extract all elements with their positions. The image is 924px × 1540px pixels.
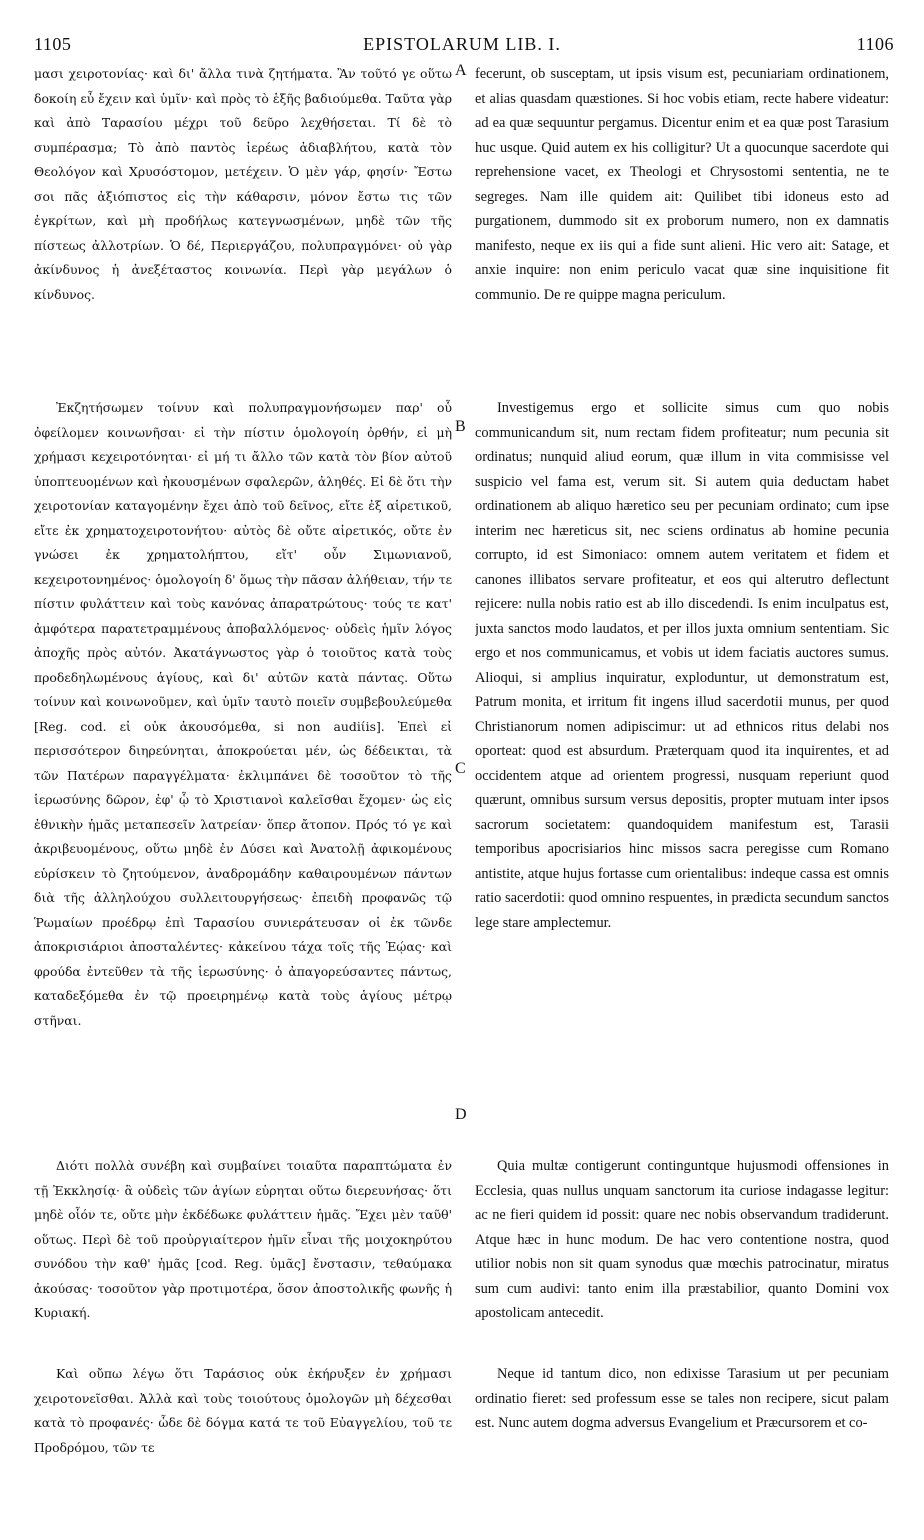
greek-column (34, 396, 452, 1142)
margin-marker-c: C (455, 760, 466, 777)
running-title: EPISTOLARUM LIB. I. (363, 34, 561, 54)
margin-marker-a: A (455, 62, 467, 79)
latin-paragraph: fecerunt, ob susceptam, ut ipsis visum est, pecuniariam ordinationem, et alias quasdam quæstiones. Si hoc vobis etiam, recte habere videatur: ad ea quæ sequuntur pergamus. Dicentur enim et ea quæ post Tarasium huc usque. Quid autem ex his colligitur? Ut a quocunque sacerdote qui reprehensione vacet, ex Theologi et Chrysostomi sententia, ne te segreges. Nam ille quidem ait: Quilibet tibi idoneus esto ad purgationem, dummodo sit ex proborum numero, non ex damnatis manifesto, neque ex iis qui a fide sunt alieni. Hic vero ait: Satage, et anxie inquire: non enim periculo vacat quæ sine inquisitione fit communio. De re quippe magna periculum. (475, 66, 889, 303)
greek-paragraph: Καὶ οὔπω λέγω ὅτι Ταράσιος οὐκ ἐκήρυξεν ἐν χρήμασι χειροτονεῖσθαι. Ἀλλὰ καὶ τοὺς τοιούτους ὁμολογῶν μὴ δέχεσθαι κατὰ τὸ προφανές· ὧδε δὲ δόγμα κατά τε τοῦ Εὐαγγελίου, τοῦ τε Προδρόμου, τῶν τε (34, 1366, 452, 1455)
margin-marker-d: D (455, 1106, 467, 1123)
latin-paragraph: Quia multæ contigerunt continguntque hujusmodi offensiones in Ecclesia, quas nullus unquam sanctorum ita curiose indagasse legitur: ac ne fieri quidem id possit: quare nec nobis observandum tradiderunt. Atque hæc in hunc modum. De hac vero contentione nostra, quod utilior nobis non sit quam synodus quæ mœchis patrocinatur, miratus sum cum audivi: tanto enim illa præstabilior, quanto Domini vox apostolicam antecedit. (475, 1158, 889, 1321)
margin-marker-b: B (455, 418, 466, 435)
left-page-number: 1105 (34, 34, 72, 54)
right-page-number: 1106 (856, 34, 894, 54)
greek-column (34, 1154, 452, 1346)
latin-column (475, 1154, 889, 1370)
latin-column (475, 62, 889, 394)
latin-paragraph: Neque id tantum dico, non edixisse Tarasium ut per pecuniam ordinatio fieret: sed professum esse se tales non recipere, sicut palam est. Nunc autem dogma adversus Evangelium et Præcursorem et co- (475, 1366, 889, 1431)
latin-column (475, 396, 889, 1130)
greek-column (34, 62, 452, 380)
greek-column (34, 1362, 452, 1458)
greek-paragraph: μασι χειροτονίας· καὶ δι' ἄλλα τινὰ ζητήματα. Ἂν τοῦτό γε οὕτω δοκοίη εὖ ἔχειν καὶ ὑμῖν· καὶ πρὸς τὸ ἑξῆς βαδιούμεθα. Ταῦτα γὰρ καὶ ἀπὸ Ταρασίου μέχρι τοῦ δεῦρο λεχθήσεται. Τί δὲ τὸ συμπέρασμα; Τὸ ἀπὸ παντὸς ἱερέως ἀδιαβλήτου, κατὰ τὸν Θεολόγον καὶ Χρυσόστομον, μετέχειν. Ὁ μὲν γάρ, φησίν· Ἔστω σοι πᾶς ἀξιόπιστος εἰς τὴν κάθαρσιν, μόνον ἔστω τις τῶν ἐγκρίτων, καὶ μὴ προδήλως κατεγνωσμένων, μηδὲ τῶν τῆς πίστεως ἀλλοτρίων. Ὁ δέ, Περιεργάζου, πολυπραγμόνει· οὐ γὰρ ἀκίνδυνος ἡ ἀνεξέταστος κοινωνία. Περὶ γὰρ μεγάλων ὁ κίνδυνος. (34, 66, 452, 302)
latin-column (475, 1362, 889, 1460)
greek-paragraph: Διότι πολλὰ συνέβη καὶ συμβαίνει τοιαῦτα παραπτώματα ἐν τῇ Ἐκκλησίᾳ· ἃ οὐδεὶς τῶν ἁγίων εὑρηται οὕτω διερευνήσας· ὅτι μηδὲ οἷόν τε, οὔτε μὴν ἐκδέδωκε φυλάττειν ἡμᾶς. Ἔχει μὲν ταῦθ' οὕτως. Περὶ δὲ τοῦ προὐργιαίτερον ἡμῖν εἶναι τῆς μοιχοκηρύτου συνόδου τὴν καθ' ἡμᾶς [cod. Reg. ὑμᾶς] ἔνστασιν, τεθαύμακα ἀκούσας· τοσοῦτον γὰρ προτιμοτέρα, ὅσον ἀποστολικῆς φωνῆς ἡ Κυριακή. (34, 1158, 452, 1320)
greek-paragraph: Ἐκζητήσωμεν τοίνυν καὶ πολυπραγμονήσωμεν παρ' οὗ ὀφείλομεν κοινωνῆσαι· εἰ τὴν πίστιν ὁμολογοίη ὀρθήν, εἰ μὴ χρήμασι κεχειροτόνηται· εἰ μή τι ἄλλο τῶν κατὰ τὸν βίον αὐτοῦ ὑποπτευομένων καὶ ἠκουσμένων σφαλερῶν, ἀληθές. Εἰ δὲ ὅτι τὴν χειροτονίαν καταγομένην ἔχει ἀπὸ τοῦ δεῖνος, εἴτε ἐξ αἱρετικοῦ, εἴτε ἐκ χρηματοχειροτονήτου· αὐτὸς δὲ οὔτε αἱρετικός, οὔτε ἐν γνώσει ἐκ χρηματολήπτου, εἴτ' οὖν Σιμωνιανοῦ, κεχειροτονημένος· ὁμολογοίη δ' ὅμως τὴν πᾶσαν ἀλήθειαν, τήν τε πίστιν φυλάττειν καὶ τοὺς κανόνας ἀπαρατρώτους· τούς τε κατ' ἀμφότερα παρατετραμμένους ἀποβαλλόμενος· οὐδεὶς ἡμῖν λόγος ἀποχῆς πρὸς αὐτόν. Ἀκατάγνωστος γὰρ ὁ τοιοῦτος κατὰ τοὺς προδεδηλωμένους ἁγίους, καὶ δι' αὐτῶν κατὰ πάντας. Οὕτω τοίνυν καὶ κοινωνοῦμεν, καὶ ὑμῖν ταυτὸ ποιεῖν συμβεβουλεύμεθα [Reg. cod. εἰ οὐκ ἀκουσόμεθα, si non audiίis]. Ἐπεὶ εἰ περισσότερον διηρεύνηται, ἀποκρούεται μέν, ὡς δέδεικται, τὰ τῶν Πατέρων παραγγέλματα· ἐκλιμπάνει δὲ τοσοῦτον τὸ τῆς ἱερωσύνης δῶρον, ἐφ' ᾧ τὸ Χριστιανοὶ καλεῖσθαι ἔχομεν· ὡς εἰς ἐθνικὴν ἡμᾶς μεταπεσεῖν λατρείαν· ὅπερ ἄτοπον. Πρός τό γε καὶ ἀκριβευομένους, οὕτω μηδὲ ἐν Δύσει καὶ Ἀνατολῇ ἀφικομένους εὑρίσκειν τὸ ζητούμενον, ἀναδρομάδην καθαιρουμένων πάντων διὰ τῆς ἀλληλούχου συλλειτουργήσεως· ἐπειδὴ προφανῶς τῷ Ῥωμαίων προέδρῳ ἐπὶ Ταρασίου συνιεράτευσαν οἱ ἐκ τῶνδε ἀποκρισιάριοι ἀποσταλέντες· κἀκείνου τάχα τοῖς τῆς Ἑῴας· καὶ φρούδα ἐντεῦθεν τὰ τῆς ἱερωσύνης· ὁ ἀπαγορεύσαντες πάντως, καταδεξόμεθα ἐν τῷ προειρημένῳ κατὰ τοὺς ἁγίους μέτρῳ στῆναι. (34, 400, 452, 1028)
latin-paragraph: Investigemus ergo et sollicite simus cum quo nobis communicandum sit, num rectam fidem profiteatur; num pecunia sit ordinatus; nunquid aliud eorum, quæ illum in vita commisisse vel suspicio vel fama est, verum sit. Si autem quia deductam habet ordinationem ab aliquo hæretico seu per pecuniam ordinato; cum ipse interim nec hæreticus sit, nec sciens ordinatus ab homine pecunia corrupto, id est Simoniaco: omnem autem veritatem et fidem et canones illibatos servare profiteatur, et eos qui alterutro deflectunt rejicere: nulla nobis ratio est ab illo discedendi. Is enim inculpatus est, juxta sanctos modo laudatos, et per illos juxta omnium sententiam. Sic ergo et nos communicamus, et vobis ut idem faciatis auctores sumus. Alioqui, si amplius inquiratur, exploduntur, ut demonstratum est, Patrum monita, et irritum fit ingens illud sacerdotii munus, per quod Christianorum nomen adipiscimur: ut ad ethnicos ritus delabi nos oporteat: quod est absurdum. Præterquam quod ita inquirentes, et ad occidentem atque ad orientem progressi, nusquam reperiunt quod quærunt, omnibus sursum versus depositis, propter mutuam inter ipsos sacrorum societatem: quandoquidem manifestum est, Tarasii temporibus apocrisiarios hinc missos sacra peregisse cum Romano antistite, atque hujus fortasse cum orientalibus: indeque cassa est omnis ratio sacerdotii: quod omnino respuentes, in prædicta secundum sanctos lege stare amplectemur. (475, 400, 889, 931)
